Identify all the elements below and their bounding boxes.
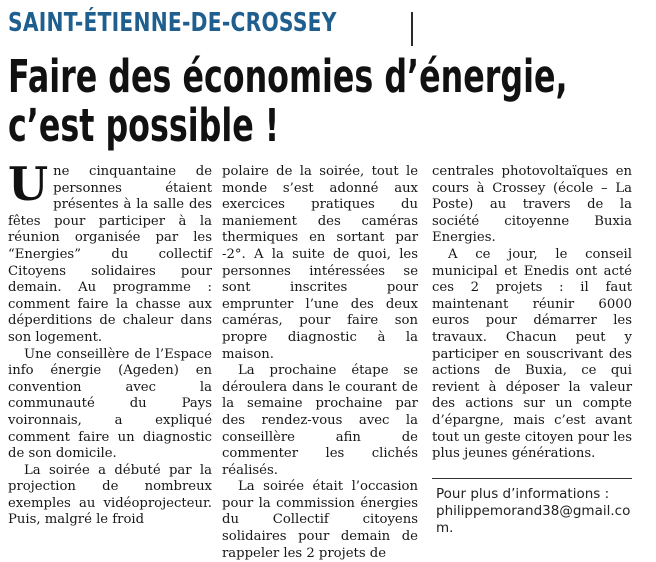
contact-email[interactable]: philippemorand38@gmail.com. <box>436 503 631 536</box>
article-column-2 <box>222 164 418 562</box>
article-paragraph: La soirée était l’occasion pour la commission énergies du Collectif citoyens solidaires pour demain de rappeler les 2 projets de <box>222 479 418 561</box>
article-paragraph-continued: centrales photovoltaïques en cours à Crossey (école – La Poste) au travers de la société citoyenne Buxia Energies. <box>432 164 632 246</box>
article-column-1 <box>8 157 212 529</box>
article-column-3 <box>432 164 632 463</box>
article-paragraph <box>8 157 212 347</box>
article-paragraph: Une conseillère de l’Espace info énergie (Ageden) en convention avec la communauté du Pays voironnais, a expliqué comment faire un diagnostic de son domicile. <box>8 346 212 462</box>
article-paragraph: A ce jour, le conseil municipal et Enedis ont acté ces 2 projets : il faut maintenant réunir 6000 euros pour démarrer les travaux. Chacun peut y participer en souscrivant des actions de Buxia, ce qui revient à déposer la valeur des actions sur un compte d’épargne, mais c’est avant tout un geste citoyen pour les plus jeunes générations. <box>432 246 632 462</box>
paragraph-text: ne cinquantaine de personnes étaient présentes à la salle des fêtes pour participer à la réunion organisée par les “Energies” du collectif Citoyens solidaires pour demain. Au programme : comment faire la chasse aux déperditions de chaleur dans son logement. <box>8 164 212 345</box>
section-title: SAINT-ÉTIENNE-DE-CROSSEY <box>8 8 337 38</box>
section-divider <box>411 12 413 46</box>
article-paragraph: La soirée a débuté par la projection de nombreux exemples au vidéoprojecteur. Puis, malgré le froid <box>8 462 212 528</box>
article-paragraph-continued: polaire de la soirée, tout le monde s’est adonné aux exercices pratiques du maniement des caméras thermiques en sortant par -2°. A la suite de quoi, les personnes intéressées se sont inscrites pour emprunter l’une des deux caméras, pour faire son propre diagnostic à la maison. <box>222 164 418 362</box>
info-box <box>436 486 634 537</box>
headline <box>8 52 568 150</box>
headline-line-1: Faire des économies d’énergie, <box>8 50 568 103</box>
headline-line-2: c’est possible ! <box>8 99 280 152</box>
drop-cap: U <box>8 157 49 211</box>
info-label: Pour plus d’informations : <box>436 486 610 502</box>
info-divider <box>432 478 632 479</box>
article-paragraph: La prochaine étape se déroulera dans le courant de la semaine prochaine par des rendez-vous avec la conseillère afin de commenter les clichés réalisés. <box>222 363 418 478</box>
